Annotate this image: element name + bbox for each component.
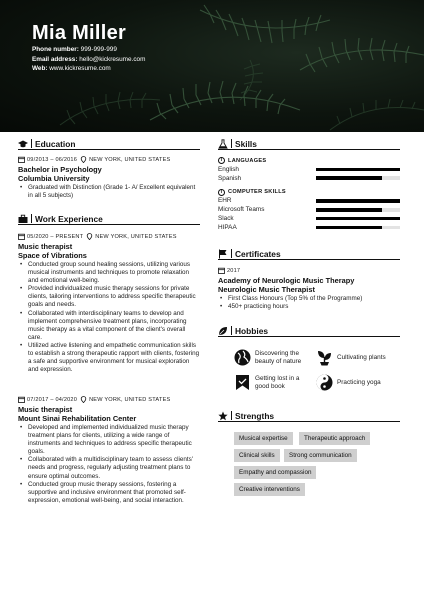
strength-tag: Clinical skills <box>234 449 280 462</box>
work-company: Space of Vibrations <box>18 251 87 260</box>
hobby-label: Getting lost in a good book <box>255 374 300 390</box>
calendar-icon <box>18 156 25 163</box>
hobby-label: Cultivating plants <box>337 353 386 361</box>
list-item: • Collaborated with a multidisciplinary team to assess clients' needs and progress, regularly adjusting treatment plans to ensure optimal outcomes. <box>18 456 200 480</box>
education-dates: 09/2013 – 06/2016 <box>27 156 78 163</box>
header-banner <box>0 0 424 132</box>
skill-group-name: COMPUTER SKILLS <box>228 189 286 196</box>
phone-value: 999-999-999 <box>80 46 117 53</box>
flag-icon <box>218 249 228 259</box>
skills-heading <box>218 138 400 150</box>
globe-icon <box>234 349 251 366</box>
skill-group-heading <box>218 157 400 164</box>
heading-divider <box>231 326 232 335</box>
list-item: • Collaborated with interdisciplinary teams to develop and implement comprehensive treatment plans, incorporating music therapy as a vital component of the client's overall care. <box>18 310 200 342</box>
education-school: Columbia University <box>18 174 90 183</box>
skill-row <box>218 214 400 223</box>
web-label: Web: <box>32 65 48 72</box>
skill-row <box>218 174 400 183</box>
heading-divider <box>31 139 32 148</box>
work-location: NEW YORK, UNITED STATES <box>95 233 177 240</box>
strengths-title: Strengths <box>235 410 275 421</box>
certificate-subtitle: Neurologic Music Therapist <box>218 285 315 294</box>
skill-level-fill <box>316 217 400 221</box>
work-dates: 05/2020 – PRESENT <box>27 233 84 240</box>
certificates-title: Certificates <box>235 248 281 259</box>
certificate-bullets <box>218 295 400 311</box>
strength-tag: Therapeutic approach <box>299 432 370 445</box>
list-item: • Provided individualized music therapy sessions for private clients, tailoring interventions to address specific therapeutic goals and needs. <box>18 285 200 309</box>
skill-level-bar <box>316 217 400 221</box>
calendar-icon <box>218 267 225 274</box>
skill-group-name: LANGUAGES <box>228 157 267 164</box>
location-pin-icon <box>80 396 87 403</box>
education-heading <box>18 138 200 150</box>
certificate-meta <box>218 267 400 274</box>
skills-title: Skills <box>235 138 257 149</box>
email-row <box>32 55 145 65</box>
strength-tag: Strong communication <box>284 449 357 462</box>
plant-icon <box>316 349 333 366</box>
education-item <box>18 156 200 200</box>
work-meta <box>18 233 200 240</box>
list-item: • First Class Honours (Top 5% of the Programme) <box>218 295 400 303</box>
briefcase-icon <box>18 214 28 224</box>
list-item: • Conducted group music therapy sessions, fostering a supportive and inclusive environment that promoted self-expression, emotional well-being, and social interaction. <box>18 481 200 505</box>
list-item: • Conducted group sound healing sessions, utilizing various musical instruments and techniques to promote relaxation and emotional well-being. <box>18 261 200 285</box>
skill-row <box>218 223 400 232</box>
skill-level-fill <box>316 199 400 203</box>
certificates-heading <box>218 248 400 260</box>
skill-level-bar <box>316 168 400 172</box>
strengths-heading <box>218 410 400 422</box>
certificate-item <box>218 267 400 311</box>
work-company: Mount Sinai Rehabilitation Center <box>18 414 137 423</box>
work-role: Music therapist <box>18 405 73 414</box>
skill-level-fill <box>316 208 382 212</box>
strength-tag: Empathy and compassion <box>234 466 316 479</box>
education-title: Education <box>35 138 76 149</box>
leaf-icon <box>218 326 228 336</box>
skill-row <box>218 205 400 214</box>
skill-group-heading <box>218 189 400 196</box>
education-location: NEW YORK, UNITED STATES <box>89 156 171 163</box>
work-location: NEW YORK, UNITED STATES <box>89 396 171 403</box>
phone-label: Phone number: <box>32 46 79 53</box>
contact-block <box>32 45 145 74</box>
web-row <box>32 64 145 74</box>
calendar-icon <box>18 233 25 240</box>
strength-tag: Musical expertise <box>234 432 293 445</box>
education-meta <box>18 156 200 163</box>
skill-level-bar <box>316 226 400 230</box>
work-title: Work Experience <box>35 213 103 224</box>
heading-divider <box>231 411 232 420</box>
email-value[interactable]: hello@kickresume.com <box>79 55 146 63</box>
work-bullets <box>18 261 200 374</box>
list-item: • 450+ practicing hours <box>218 303 400 311</box>
work-item-2 <box>18 396 200 505</box>
work-role: Music therapist <box>18 242 73 251</box>
work-meta <box>18 396 200 403</box>
info-icon: i <box>218 189 225 196</box>
skill-label: HIPAA <box>218 223 237 231</box>
heading-divider <box>31 214 32 223</box>
email-label: Email address: <box>32 55 78 63</box>
candidate-name: Mia Miller <box>32 22 127 44</box>
calendar-icon <box>18 396 25 403</box>
certificate-name: Academy of Neurologic Music Therapy <box>218 276 355 285</box>
skill-label: Slack <box>218 215 234 223</box>
heading-divider <box>231 139 232 148</box>
skill-label: Spanish <box>218 174 242 182</box>
info-icon: i <box>218 157 225 164</box>
yin-yang-icon <box>316 374 333 391</box>
hobby-item <box>234 349 314 366</box>
work-heading <box>18 213 200 225</box>
skill-label: English <box>218 165 239 173</box>
hobby-label: Practicing yoga <box>337 378 381 386</box>
hobby-item <box>316 374 400 391</box>
skill-level-bar <box>316 176 400 180</box>
phone-row <box>32 45 145 55</box>
certificate-year: 2017 <box>227 267 241 274</box>
strength-tag: Creative interventions <box>234 483 305 496</box>
education-bullets <box>18 184 200 200</box>
work-bullets <box>18 424 200 505</box>
list-item: • Developed and implemented individualized music therapy treatment plans for clients, utilizing a wide range of instruments and techniques to address specific therapeutic goals. <box>18 424 200 456</box>
list-item: • Graduated with Distinction (Grade 1- A/ Excellent equivalent in all 5 subjects) <box>18 184 200 200</box>
location-pin-icon <box>80 156 87 163</box>
hobby-item <box>316 349 400 366</box>
star-icon <box>218 411 228 421</box>
skill-level-bar <box>316 199 400 203</box>
list-item: • Utilized active listening and empathetic communication skills to establish a strong therapeutic rapport with clients, fostering a safe and supportive environment for musical exploration and expression. <box>18 342 200 374</box>
location-pin-icon <box>86 233 93 240</box>
heading-divider <box>231 249 232 258</box>
skill-row <box>218 165 400 174</box>
skill-level-fill <box>316 168 400 172</box>
work-dates: 07/2017 – 04/2020 <box>27 396 78 403</box>
work-item-1 <box>18 233 200 374</box>
skill-label: Microsoft Teams <box>218 206 265 214</box>
skill-row <box>218 197 400 206</box>
skill-level-fill <box>316 176 382 180</box>
skill-level-bar <box>316 208 400 212</box>
skill-label: EHR <box>218 197 232 205</box>
bookmark-icon <box>234 374 251 391</box>
web-value[interactable]: www.kickresume.com <box>49 65 111 72</box>
graduation-cap-icon <box>18 139 28 149</box>
hobby-item <box>234 374 314 391</box>
flask-icon <box>218 139 228 149</box>
skill-level-fill <box>316 226 382 230</box>
skills-body <box>218 153 400 232</box>
hobbies-title: Hobbies <box>235 325 269 336</box>
hobby-label: Discovering the beauty of nature <box>255 349 302 365</box>
education-degree: Bachelor in Psychology <box>18 165 102 174</box>
hobbies-heading <box>218 325 400 337</box>
